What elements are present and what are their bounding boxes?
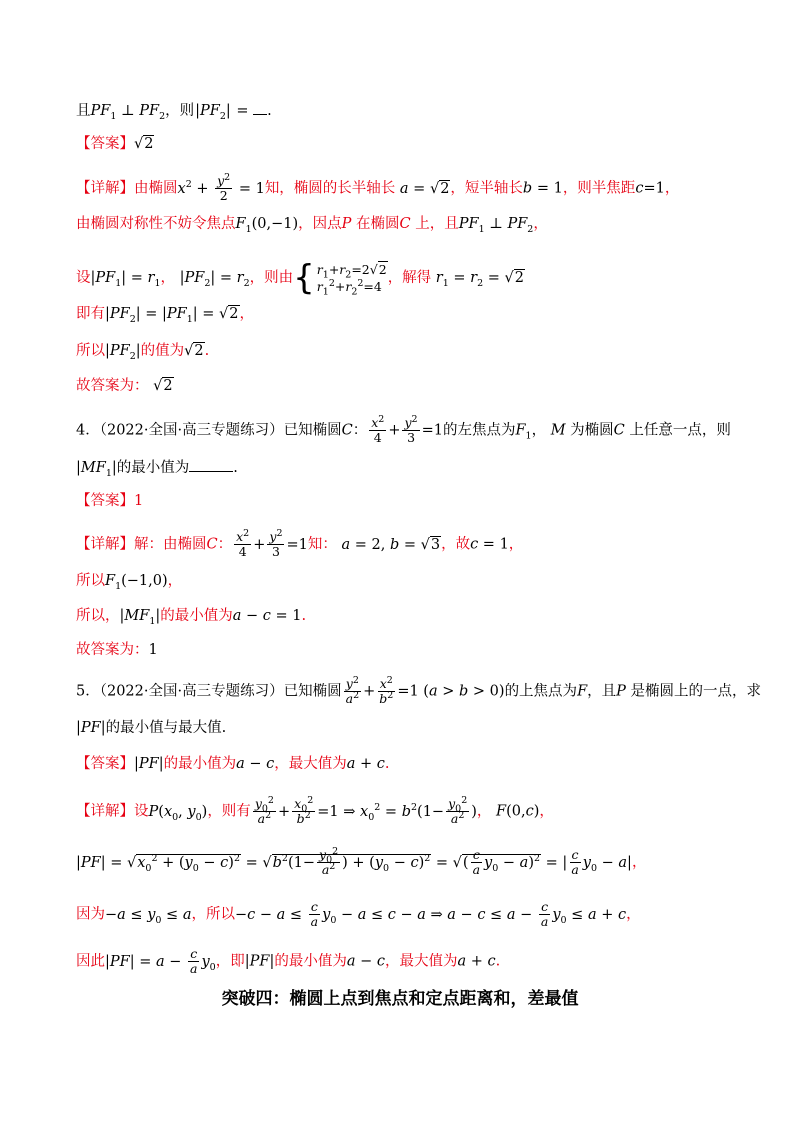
q5-detail-line-2: $|PF| = √x_0^2 + (y_0 - c)^2 = √b^2(1-$ $\frac{y_0^2}{a^2}$ ) + $(y_0 - c)^2$ = √( $\frac{c}{a}$ $y_0 - a)^2$ = | $\frac{c}{a}$ $y_0 - a|$，: [76, 845, 647, 877]
q5-detail-line-1: 【详解】设$P(x_0$, $y_0$)，则有 $\frac{y_0^2}{a^2}$ + $\frac{x_0^2}{b^2}$ =1 ⇒ $x_0^2 = b^2(1-$ $\frac{y_0^2}{a^2}$ )， F(0,c)，: [76, 794, 554, 826]
q3-final-answer: 故答案为： √2: [76, 378, 173, 394]
q4-final-answer: 故答案为：1: [76, 642, 158, 658]
section-heading: 突破四：椭圆上点到焦点和定点距离和，差最值: [221, 989, 579, 1009]
q4-detail-line-1: 【详解】解：由椭圆C： $\frac{x^2}{4}$ + $\frac{y^2}{3}$ =1知： a = 2, b = √3，故c = 1，: [76, 527, 524, 559]
q3-detail-line-5: 所以$|PF_2|$的值为√2.: [76, 343, 210, 362]
q3-answer: 【答案】√2: [76, 136, 154, 152]
q4-question-line-2: $|MF_1|$的最小值为 .: [76, 457, 740, 479]
q4-detail-line-2: 所以$F_1(-1,0)$，: [76, 573, 183, 592]
q5-detail-line-3: 因为$-a \le y_0 \le a$，所以−c − a ≤ $\frac{c}{a}$ $y_0 - a \le c - a$ ⇒ a − c ≤ a − $\frac{c}{a}$ $y_0 \le a + c$，: [76, 899, 641, 929]
q3-detail-line-4: 即有$|PF_2| = |PF_1| = √2$，: [76, 306, 255, 325]
answer-blank: [253, 100, 267, 115]
answer-blank: [189, 457, 233, 472]
q3-detail-line-3: 设$|PF_1| = r_1$， $|PF_2| = r_2$，则由 { $r_1+r_2=2√2$ $r_1^2+r_2^2=4$ ，解得 $r_1 = r_2 = √2$: [76, 258, 524, 298]
q4-answer: 【答案】1: [76, 493, 144, 509]
q5-answer: 【答案】|PF|的最小值为a − c，最大值为a + c.: [76, 756, 390, 772]
q5-detail-line-4: 因此|PF| = a − $\frac{c}{a}$ $y_0$，即|PF|的最小值为a − c，最大值为a + c.: [76, 946, 501, 976]
q5-question-line-2: |PF|的最小值与最大值.: [76, 720, 227, 736]
q3-detail-line-1: 【详解】由椭圆$x^2$ + $\frac{y^2}{2}$ = 1知，椭圆的长半轴长 a = √2，短半轴长b = 1，则半焦距c=1，: [76, 171, 680, 203]
q3-detail-line-2: 由椭圆对称性不妨令焦点$F_1(0,-1)$，因点P 在椭圆C 上，且$PF_1$ ⊥ $PF_2$，: [76, 216, 548, 235]
q4-detail-line-3: 所以，$|MF_1|$的最小值为a − c = 1.: [76, 608, 307, 627]
q4-question-line-1: 4．（2022·全国·高三专题练习）已知椭圆C： $\frac{x^2}{4}$ + $\frac{y^2}{3}$ =1的左焦点为$F_1$， M 为椭圆C 上任意一点，则: [76, 413, 731, 445]
q3-question-tail: 且$PF_1$ ⊥ $PF_2$，则$|PF_2|$ = .: [76, 100, 740, 122]
q5-question-line-1: 5．（2022·全国·高三专题练习）已知椭圆 $\frac{y^2}{a^2}$ + $\frac{x^2}{b^2}$ =1 (a > b > 0)的上焦点为F，且P 是椭圆上的一点，求: [76, 674, 761, 706]
